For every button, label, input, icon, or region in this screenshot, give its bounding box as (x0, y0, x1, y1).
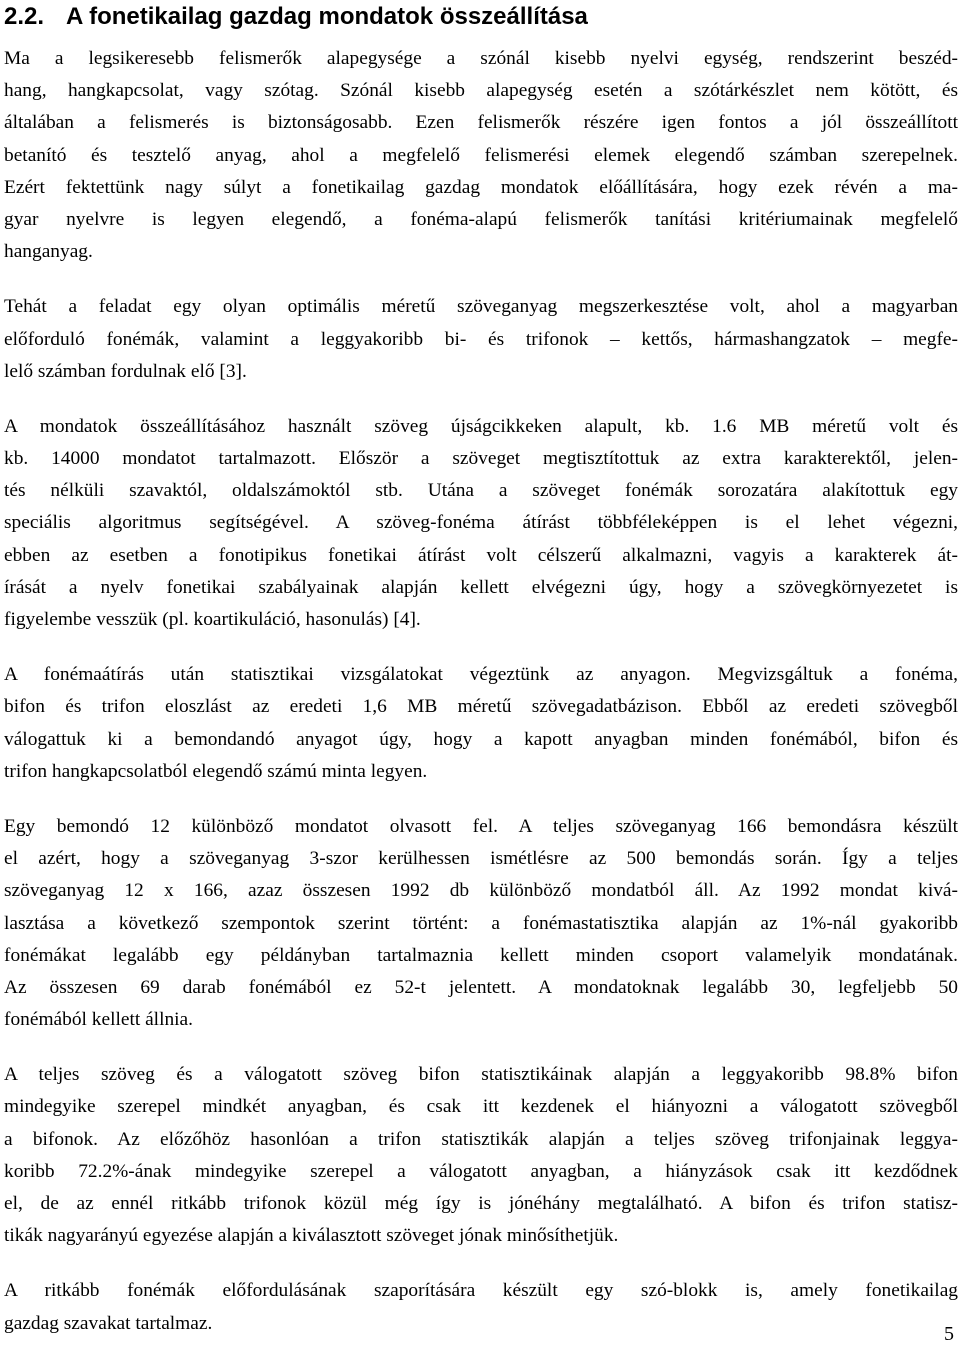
paragraph (4, 811, 958, 1036)
text-line: bifon és trifon eloszlást az eredeti 1,6 MB méretű szövegadatbázison. Ebből az eredeti szövegből (4, 696, 958, 718)
text-line: Az összesen 69 darab fonémából ez 52-t jelentett. A mondatoknak legalább 30, legfeljebb 50 (4, 976, 958, 998)
paragraph (4, 411, 958, 636)
section-number: 2.2. (4, 3, 45, 30)
text-line: speciális algoritmus segítségével. A szöveg-fonéma átírást többféleképpen is el lehet végezni, (4, 512, 958, 534)
text-line: előforduló fonémák, valamint a leggyakoribb bi- és trifonok – kettős, hármashangzatok – megfe- (4, 328, 958, 350)
body-text (4, 43, 958, 1340)
text-line: tés nélküli szavaktól, oldalszámoktól stb. Utána a szöveget fonémák sorozatára alakítottuk egy (4, 480, 958, 502)
text-line: el azért, hogy a szöveganyag 3-szor kerülhessen ismétlésre az 500 bemondás során. Így a teljes (4, 848, 958, 870)
text-line: általában a felismerés is biztonságosabb. Ezen felismerők részére igen fontos a jól összeállított (4, 112, 958, 134)
text-line: gazdag szavakat tartalmaz. (4, 1312, 213, 1334)
paragraph (4, 291, 958, 388)
text-line: Ezért fektettünk nagy súlyt a fonetikailag gazdag mondatok előállítására, hogy ezek révén a ma- (4, 176, 958, 198)
text-line: A fonémaátírás után statisztikai vizsgálatokat végeztünk az anyagon. Megvizsgáltuk a fonéma, (4, 664, 958, 686)
text-line: írását a nyelv fonetikai szabályainak alapján kellett elvégezni úgy, hogy a szövegkörnyezetet is (4, 576, 958, 598)
section-title: A fonetikailag gazdag mondatok összeállítása (66, 3, 588, 30)
text-line: fonémából kellett állnia. (4, 1009, 193, 1031)
text-line: hanganyag. (4, 241, 93, 263)
text-line: figyelembe vesszük (pl. koartikuláció, hasonulás) [4]. (4, 609, 421, 630)
text-line: ebben az esetben a fonotipikus fonetikai átírást volt célszerű alkalmazni, vagyis a karakterek át- (4, 544, 958, 566)
text-line: Egy bemondó 12 különböző mondatot olvasott fel. A teljes szöveganyag 166 bemondásra készült (4, 815, 958, 837)
text-line: lelő számban fordulnak elő [3]. (4, 360, 247, 382)
text-line: koribb 72.2%-ának mindegyike szerepel a válogatott anyagban, a hiányzások csak itt kezdődnek (4, 1160, 958, 1182)
text-line: a bifonok. Az előzőhöz hasonlóan a trifon statisztikák alapján a teljes szöveg trifonjainak leggya- (4, 1128, 958, 1150)
text-line: kb. 14000 mondatot tartalmazott. Először a szöveget megtisztítottuk az extra karakterektől, jelen- (4, 448, 958, 470)
paragraph (4, 1059, 958, 1252)
text-line: Tehát a feladat egy olyan optimális méretű szöveganyag megszerkesztése volt, ahol a magyarban (4, 296, 958, 318)
text-line: fonémákat legalább egy példányban tartalmaznia kellett minden csoport valamelyik mondatának. (4, 944, 958, 966)
text-line: válogattuk ki a bemondandó anyagot úgy, hogy a kapott anyagban minden fonémából, bifon és (4, 728, 958, 750)
text-line: tikák nagyarányú egyezése alapján a kiválasztott szöveget jónak minősíthetjük. (4, 1225, 619, 1247)
text-line: A mondatok összeállításához használt szöveg újságcikkeken alapult, kb. 1.6 MB méretű volt és (4, 415, 958, 437)
text-line: el, de az ennél ritkább trifonok közül még így is jónéhány megtalálható. A bifon és trifon statisz- (4, 1193, 958, 1214)
section-heading (4, 0, 958, 32)
text-line: betanító és tesztelő anyag, ahol a megfelelő felismerési elemek elegendő számban szerepelnek. (4, 144, 958, 166)
text-line: A ritkább fonémák előfordulásának szaporítására készült egy szó-blokk is, amely fonetikailag (4, 1280, 958, 1302)
text-line: trifon hangkapcsolatból elegendő számú minta legyen. (4, 760, 428, 782)
text-line: hang, hangkapcsolat, vagy szótag. Szónál kisebb alapegység esetén a szótárkészlet nem kötött, és (4, 80, 958, 102)
paragraph (4, 43, 958, 268)
text-line: gyar nyelvre is legyen elegendő, a fonéma-alapú felismerők tanítási kritériumainak megfelelő (4, 208, 958, 230)
paragraph (4, 659, 958, 788)
text-line: szöveganyag 12 x 166, azaz összesen 1992 db különböző mondatból áll. Az 1992 mondat kivá- (4, 880, 958, 902)
document-page (4, 0, 958, 1363)
text-line: lasztása a következő szempontok szerint történt: a fonémastatisztika alapján az 1%-nál gyakoribb (4, 912, 958, 934)
paragraph (4, 1275, 958, 1339)
text-line: A teljes szöveg és a válogatott szöveg bifon statisztikáinak alapján a leggyakoribb 98.8% bifon (4, 1064, 958, 1086)
text-line: mindegyike szerepel mindkét anyagban, és csak itt kezdenek el hiányozni a válogatott szövegből (4, 1096, 958, 1118)
text-line: Ma a legsikeresebb felismerők alapegysége a szónál kisebb nyelvi egység, rendszerint beszéd- (4, 48, 958, 69)
page-number: 5 (944, 1323, 954, 1345)
